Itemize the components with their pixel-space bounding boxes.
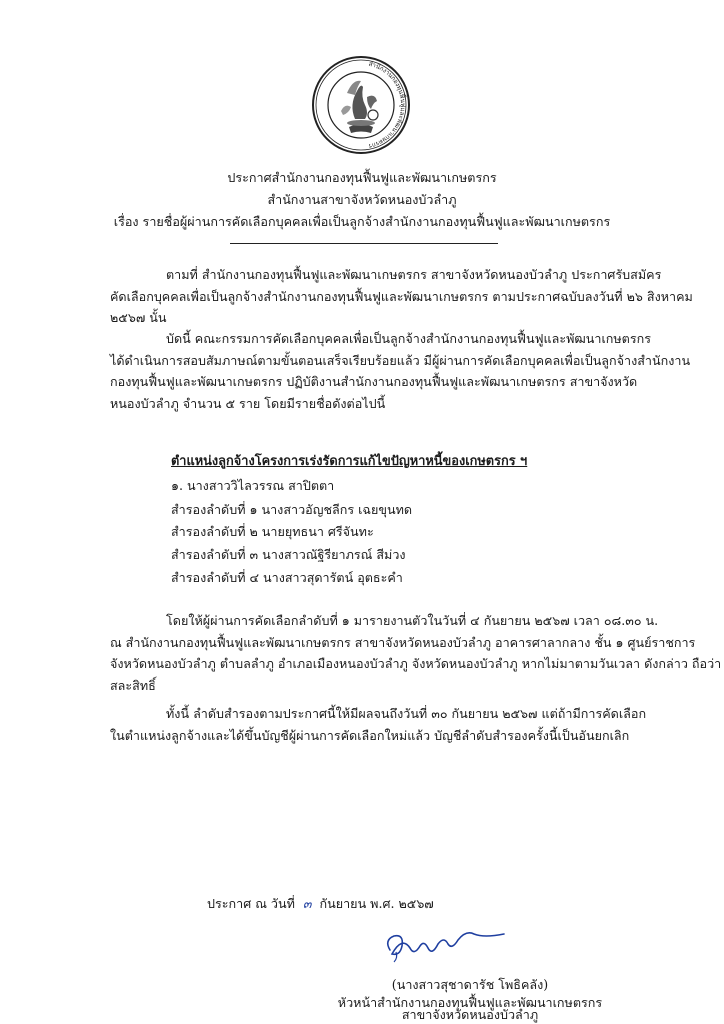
candidate-list-item: สำรองลำดับที่ ๓ นางสาวณัฐิรียาภรณ์ สีม่วง — [171, 547, 406, 562]
paragraph-line: สละสิทธิ์ — [110, 677, 156, 693]
office-branch-name: สำนักงานสาขาจังหวัดหนองบัวลำภู — [267, 192, 457, 207]
header-divider — [230, 243, 498, 244]
agency-seal-logo — [311, 55, 411, 155]
handwritten-signature — [370, 924, 520, 964]
announcement-date-prefix: ประกาศ ณ วันที่ — [207, 896, 295, 911]
paragraph-line: คัดเลือกบุคคลเพื่อเป็นลูกจ้างสำนักงานกองทุนฟื้นฟูและพัฒนาเกษตรกร ตามประกาศฉบับลงวันที่ ๒๖ สิงหาคม — [110, 288, 693, 304]
paragraph-line: ณ สำนักงานกองทุนฟื้นฟูและพัฒนาเกษตรกร สาขาจังหวัดหนองบัวลำภู อาคารศาลากลาง ชั้น ๑ ศูนย์ราชการ — [110, 634, 696, 650]
announcement-date — [207, 894, 434, 914]
announcement-date-suffix: กันยายน พ.ศ. ๒๕๖๗ — [319, 896, 434, 911]
candidate-list-item: ๑. นางสาววิไลวรรณ สาปิตตา — [171, 478, 335, 493]
paragraph-line: หนองบัวลำภู จำนวน ๕ ราย โดยมีรายชื่อดังต่อไปนี้ — [110, 395, 386, 411]
announcement-title: ประกาศสำนักงานกองทุนฟื้นฟูและพัฒนาเกษตรกร — [227, 170, 497, 185]
paragraph-line: โดยให้ผู้ผ่านการคัดเลือกลำดับที่ ๑ มารายงานตัวในวันที่ ๔ กันยายน ๒๕๖๗ เวลา ๐๘.๓๐ น. — [166, 613, 659, 628]
paragraph-intro — [110, 264, 693, 329]
paragraph-line: ทั้งนี้ ลำดับสำรองตามประกาศนี้ให้มีผลจนถึงวันที่ ๓๐ กันยายน ๒๕๖๗ แต่ถ้ามีการคัดเลือก — [166, 706, 647, 721]
paragraph-result — [110, 328, 691, 414]
candidate-list-item: สำรองลำดับที่ ๒ นายยุทธนา ศรีจันทะ — [171, 524, 374, 539]
paragraph-reserve-validity — [110, 703, 647, 746]
candidate-list-item: สำรองลำดับที่ ๔ นางสาวสุดารัตน์ อุตธะคำ — [171, 570, 403, 585]
paragraph-line: จังหวัดหนองบัวลำภู ตำบลลำภู อำเภอเมืองหนองบัวลำภู จังหวัดหนองบัวลำภู หากไม่มาตามวันเวลา ดังกล่าว ถือว่า — [110, 656, 722, 671]
signer-branch: สาขาจังหวัดหนองบัวลำภู — [401, 1007, 539, 1022]
paragraph-report-instructions — [110, 610, 722, 696]
signer-title: หัวหน้าสำนักงานกองทุนฟื้นฟูและพัฒนาเกษตรกร — [337, 995, 603, 1010]
paragraph-line: ในตำแหน่งลูกจ้างและได้ขึ้นบัญชีผู้ผ่านการคัดเลือกใหม่แล้ว บัญชีลำดับสำรองครั้งนี้เป็นอันยกเลิก — [110, 727, 630, 743]
paragraph-line: บัดนี้ คณะกรรมการคัดเลือกบุคคลเพื่อเป็นลูกจ้างสำนักงานกองทุนฟื้นฟูและพัฒนาเกษตรกร — [166, 331, 652, 346]
paragraph-line: ๒๕๖๗ นั้น — [110, 310, 167, 325]
paragraph-line: ได้ดำเนินการสอบสัมภาษณ์ตามขั้นตอนเสร็จเรียบร้อยแล้ว มีผู้ผ่านการคัดเลือกบุคคลเพื่อเป็นลูกจ้างสำนักงาน — [110, 352, 691, 368]
seal-ring-text: สำนักงานกองทุนฟื้นฟูและพัฒนาเกษตรกร — [367, 60, 407, 150]
announcement-subject: เรื่อง รายชื่อผู้ผ่านการคัดเลือกบุคคลเพื่อเป็นลูกจ้างสำนักงานกองทุนฟื้นฟูและพัฒนาเกษตรกร — [113, 214, 611, 229]
paragraph-line: ตามที่ สำนักงานกองทุนฟื้นฟูและพัฒนาเกษตรกร สาขาจังหวัดหนองบัวลำภู ประกาศรับสมัคร — [166, 267, 662, 282]
signer-name: (นางสาวสุชาดารัช โพธิคลัง) — [391, 977, 549, 992]
candidate-list-item: สำรองลำดับที่ ๑ นางสาวอัญชลีกร เฉยขุนทด — [171, 502, 413, 517]
position-heading: ตำแหน่งลูกจ้างโครงการเร่งรัดการแก้ไขปัญหาหนี้ของเกษตรกร ฯ — [171, 454, 528, 469]
paragraph-line: กองทุนฟื้นฟูและพัฒนาเกษตรกร ปฏิบัติงานสำนักงานกองทุนฟื้นฟูและพัฒนาเกษตรกร สาขาจังหวัด — [110, 374, 638, 389]
announcement-day: ๓ — [302, 896, 312, 911]
